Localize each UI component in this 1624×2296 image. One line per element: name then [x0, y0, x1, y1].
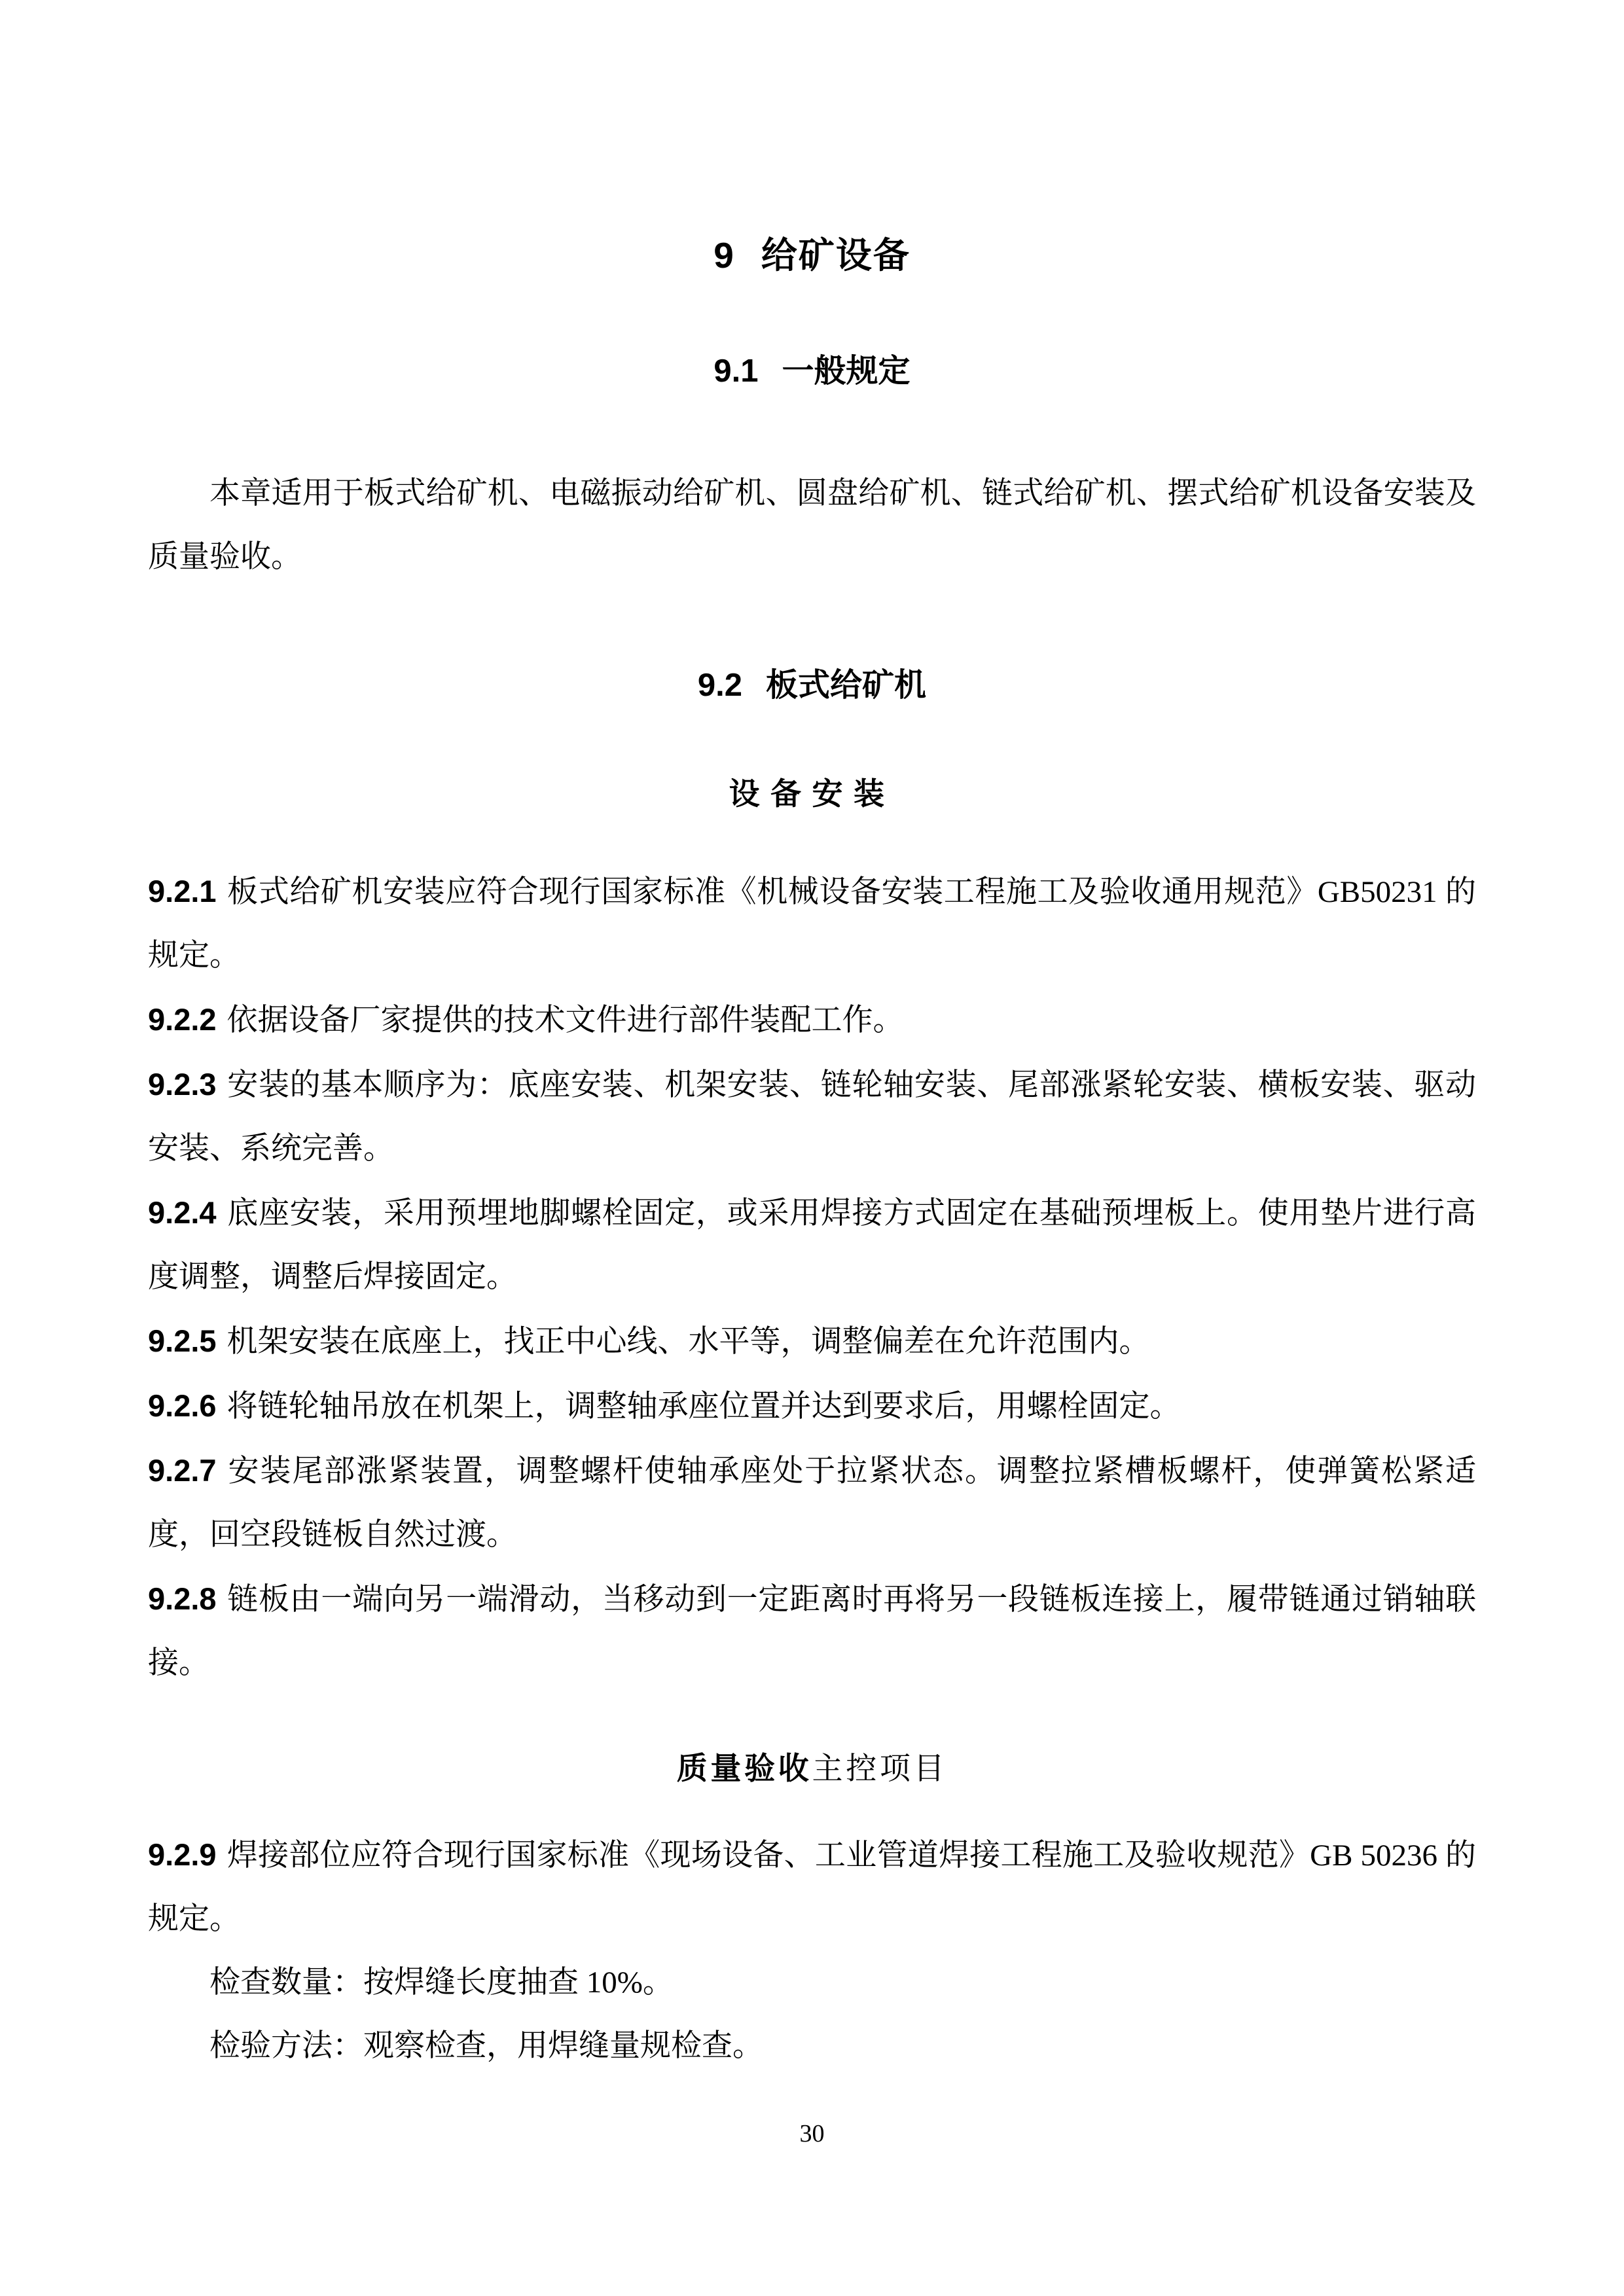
clause-text: 安装尾部涨紧装置，调整螺杆使轴承座处于拉紧状态。调整拉紧槽板螺杆，使弹簧松紧适度，回空段链板自然过渡。 — [148, 1454, 1476, 1552]
clause-text: 焊接部位应符合现行国家标准《现场设备、工业管道焊接工程施工及验收规范》GB 50236 的规定。 — [148, 1839, 1476, 1936]
clause-number: 9.2.5 — [148, 1323, 217, 1358]
clause-9-2-1 — [148, 859, 1476, 988]
clause-number: 9.2.6 — [148, 1388, 217, 1423]
subheading-quality-regular: 主控项目 — [812, 1752, 948, 1786]
section-heading-9-2 — [148, 668, 1476, 703]
clause-number: 9.2.2 — [148, 1002, 217, 1037]
chapter-number: 9 — [713, 235, 735, 276]
section-heading-9-1 — [148, 353, 1476, 389]
clause-number: 9.2.4 — [148, 1195, 217, 1230]
section-number: 9.1 — [713, 353, 759, 389]
check-quantity-line: 检查数量：按焊缝长度抽查 10%。 — [209, 1965, 674, 2000]
clause-9-2-6 — [148, 1374, 1476, 1439]
clause-text: 板式给矿机安装应符合现行国家标准《机械设备安装工程施工及验收通用规范》GB50231 的规定。 — [148, 875, 1476, 973]
intro-paragraph: 本章适用于板式给矿机、电磁振动给矿机、圆盘给矿机、链式给矿机、摆式给矿机设备安装及质量验收。 — [148, 476, 1476, 574]
clause-number: 9.2.3 — [148, 1067, 217, 1102]
subheading-quality-bold: 质量验收 — [676, 1752, 812, 1786]
clause-9-2-2 — [148, 988, 1476, 1052]
clause-text: 链板由一端向另一端滑动，当移动到一定距离时再将另一段链板连接上，履带链通过销轴联接。 — [148, 1583, 1476, 1680]
clause-9-2-9 — [148, 1823, 1476, 1951]
section-title: 一般规定 — [782, 353, 911, 389]
check-method-line: 检验方法：观察检查，用焊缝量规检查。 — [209, 2029, 763, 2063]
clause-9-2-8 — [148, 1567, 1476, 1695]
section-number: 9.2 — [697, 668, 743, 703]
chapter-heading — [148, 236, 1476, 275]
clause-text: 安装的基本顺序为：底座安装、机架安装、链轮轴安装、尾部涨紧轮安装、横板安装、驱动安装、系统完善。 — [148, 1068, 1476, 1166]
clause-number: 9.2.7 — [148, 1453, 217, 1488]
page-number: 30 — [799, 2120, 825, 2147]
clause-number: 9.2.8 — [148, 1581, 217, 1616]
clause-list — [148, 859, 1476, 1695]
clause-text: 依据设备厂家提供的技术文件进行部件装配工作。 — [226, 1003, 904, 1037]
subheading-equipment-install: 设备安装 — [729, 778, 895, 812]
clause-9-2-5 — [148, 1309, 1476, 1374]
clause-9-2-3 — [148, 1052, 1476, 1181]
section-title: 板式给矿机 — [766, 668, 927, 703]
clause-text: 机架安装在底座上，找正中心线、水平等，调整偏差在允许范围内。 — [226, 1325, 1150, 1359]
clause-number: 9.2.9 — [148, 1837, 217, 1872]
clause-text: 底座安装，采用预埋地脚螺栓固定，或采用焊接方式固定在基础预埋板上。使用垫片进行高度调整，调整后焊接固定。 — [148, 1196, 1476, 1294]
clause-number: 9.2.1 — [148, 874, 217, 908]
clause-9-2-4 — [148, 1181, 1476, 1309]
subheading-quality-acceptance — [148, 1738, 1476, 1801]
chapter-title: 给矿设备 — [761, 235, 911, 276]
clause-9-2-7 — [148, 1439, 1476, 1567]
clause-text: 将链轮轴吊放在机架上，调整轴承座位置并达到要求后，用螺栓固定。 — [226, 1390, 1181, 1424]
